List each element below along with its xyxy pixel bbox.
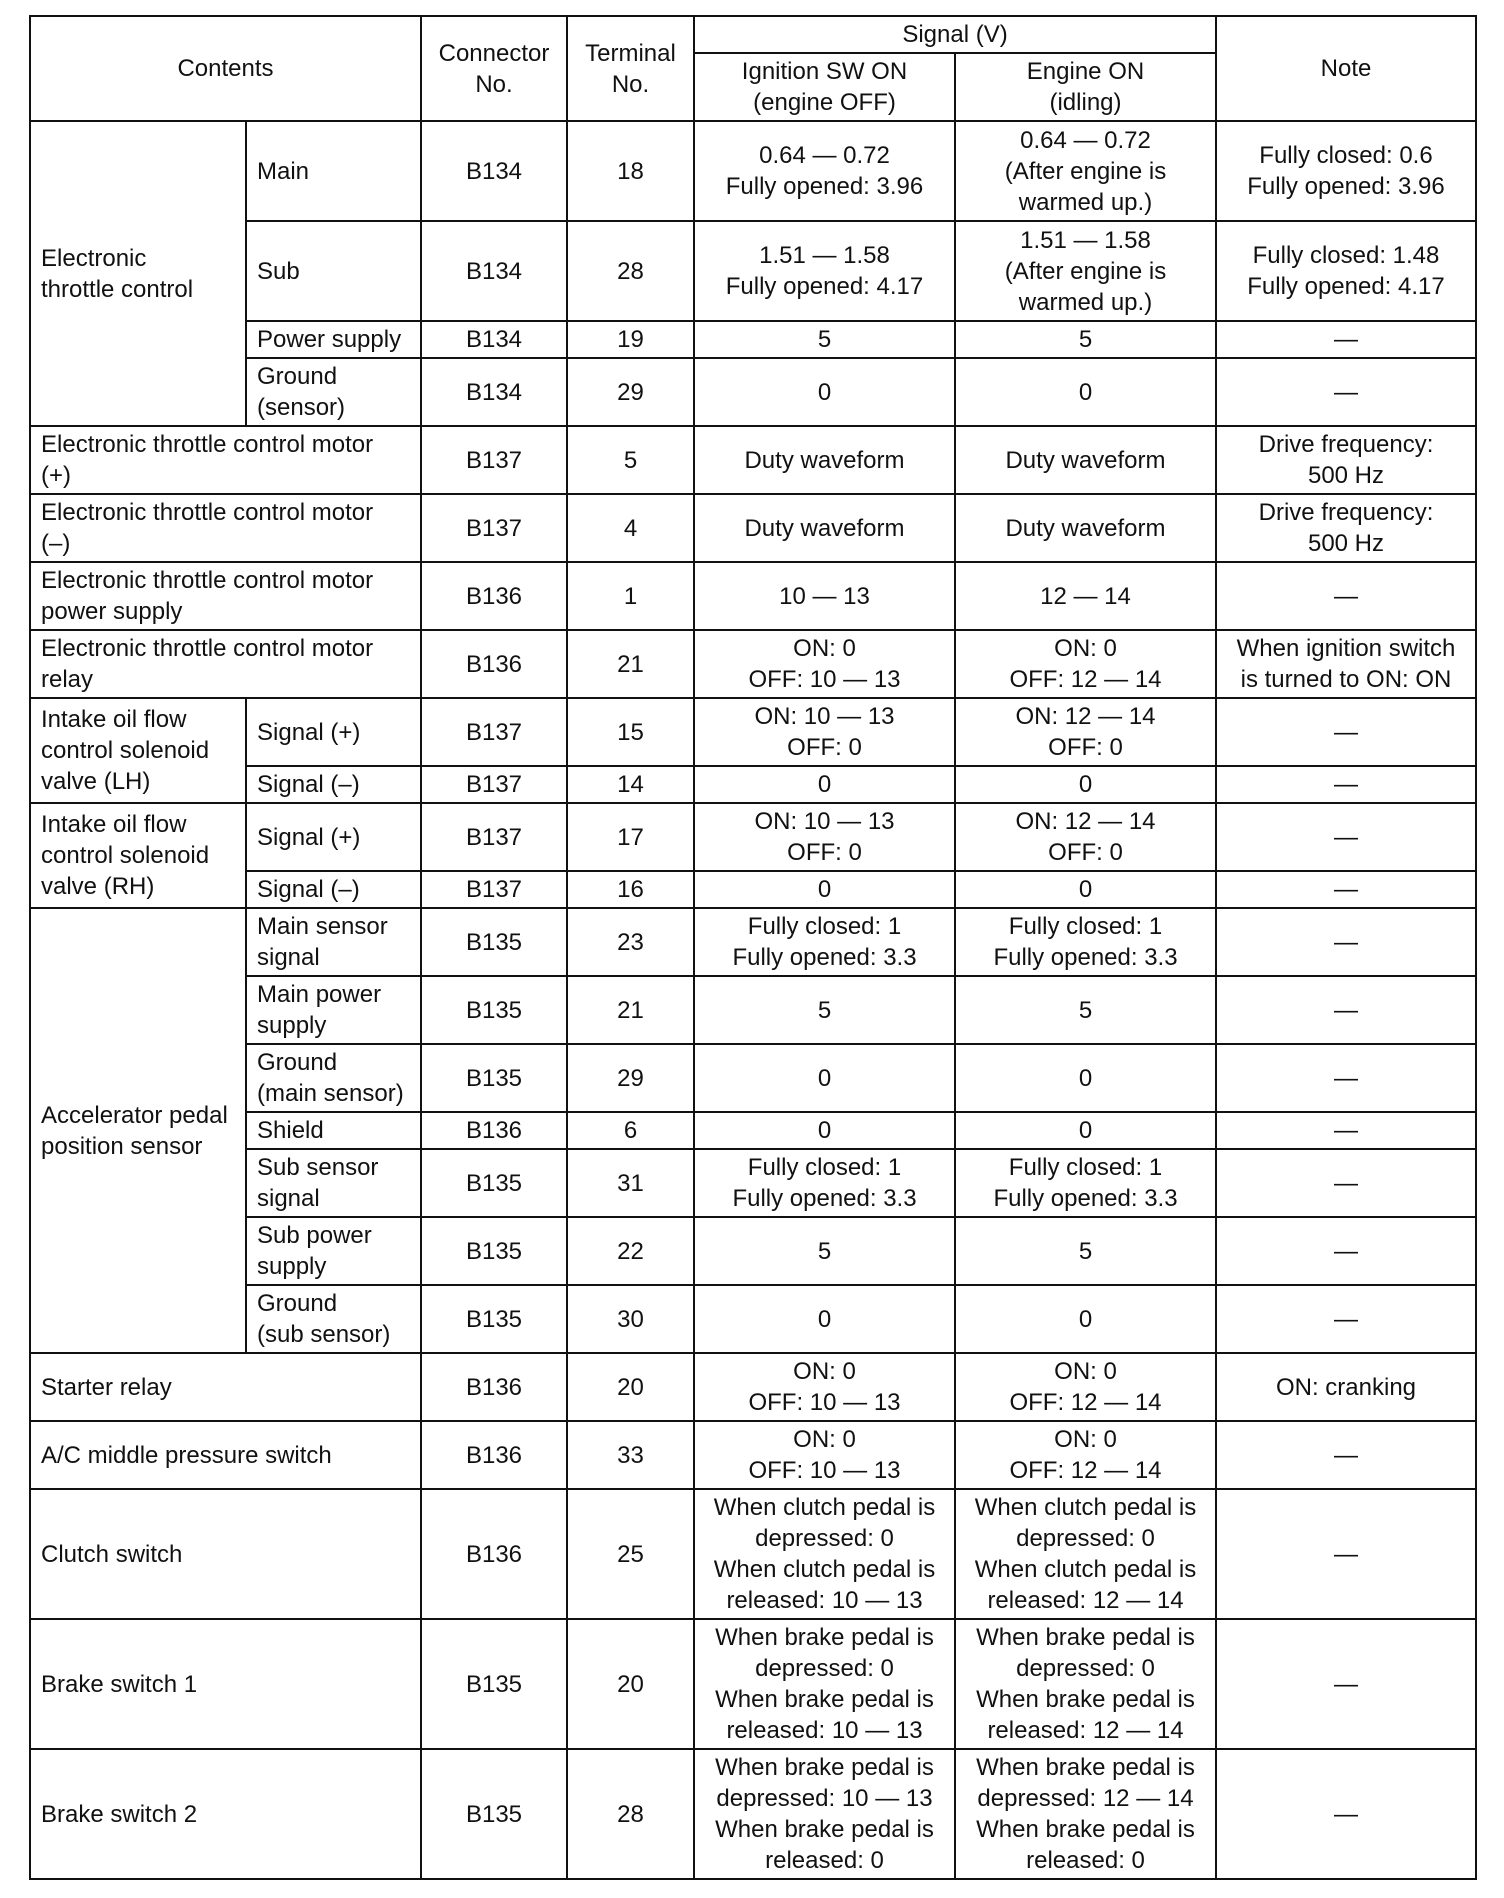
table-row: [30, 1217, 1476, 1285]
sub-item-cell: Shield: [246, 1112, 421, 1149]
header-ignition-on: Ignition SW ON (engine OFF): [694, 53, 955, 121]
note-cell: —: [1216, 1112, 1476, 1149]
ignition-on-value: 5: [694, 1217, 955, 1285]
note-cell: —: [1216, 1217, 1476, 1285]
sub-item-cell: Sub: [246, 221, 421, 321]
connector-cell: B134: [421, 321, 567, 358]
sub-item-cell: Sub power supply: [246, 1217, 421, 1285]
table-row: [30, 1353, 1476, 1421]
terminal-cell: 14: [567, 766, 694, 803]
engine-on-value: ON: 12 — 14 OFF: 0: [955, 698, 1216, 766]
sub-item-cell: Ground (sensor): [246, 358, 421, 426]
ignition-on-value: 0: [694, 871, 955, 908]
table-row: [30, 908, 1476, 976]
table-row: [30, 803, 1476, 871]
terminal-cell: 30: [567, 1285, 694, 1353]
connector-cell: B135: [421, 976, 567, 1044]
engine-on-value: 5: [955, 1217, 1216, 1285]
note-cell: —: [1216, 1489, 1476, 1619]
header-engine-on: Engine ON (idling): [955, 53, 1216, 121]
table-body: [30, 121, 1476, 1879]
engine-on-value: 0: [955, 358, 1216, 426]
connector-cell: B135: [421, 1217, 567, 1285]
connector-cell: B135: [421, 1285, 567, 1353]
table-row: [30, 121, 1476, 221]
note-cell: —: [1216, 976, 1476, 1044]
engine-on-value: 12 — 14: [955, 562, 1216, 630]
note-cell: —: [1216, 1619, 1476, 1749]
note-cell: —: [1216, 562, 1476, 630]
table-row: [30, 562, 1476, 630]
note-cell: —: [1216, 1044, 1476, 1112]
note-cell: —: [1216, 358, 1476, 426]
engine-on-value: 0: [955, 871, 1216, 908]
contents-cell: Electronic throttle control motor (+): [30, 426, 421, 494]
ignition-on-value: 5: [694, 321, 955, 358]
header-signal: Signal (V): [694, 16, 1216, 53]
engine-on-value: Fully closed: 1 Fully opened: 3.3: [955, 908, 1216, 976]
connector-cell: B137: [421, 426, 567, 494]
contents-cell: Accelerator pedal position sensor: [30, 908, 246, 1353]
connector-cell: B137: [421, 494, 567, 562]
ignition-on-value: Duty waveform: [694, 494, 955, 562]
table-row: [30, 1749, 1476, 1879]
sub-item-cell: Main: [246, 121, 421, 221]
note-cell: Drive frequency: 500 Hz: [1216, 426, 1476, 494]
engine-on-value: When brake pedal is depressed: 12 — 14 When brake pedal is released: 0: [955, 1749, 1216, 1879]
connector-cell: B137: [421, 698, 567, 766]
connector-cell: B134: [421, 121, 567, 221]
sub-item-cell: Signal (+): [246, 698, 421, 766]
note-cell: Drive frequency: 500 Hz: [1216, 494, 1476, 562]
terminal-cell: 33: [567, 1421, 694, 1489]
connector-cell: B137: [421, 871, 567, 908]
terminal-cell: 23: [567, 908, 694, 976]
note-cell: —: [1216, 803, 1476, 871]
note-cell: —: [1216, 871, 1476, 908]
table-row: [30, 1044, 1476, 1112]
note-cell: —: [1216, 1285, 1476, 1353]
terminal-cell: 22: [567, 1217, 694, 1285]
note-cell: When ignition switch is turned to ON: ON: [1216, 630, 1476, 698]
engine-on-value: When clutch pedal is depressed: 0 When clutch pedal is released: 12 — 14: [955, 1489, 1216, 1619]
table-header: [30, 16, 1476, 121]
ignition-on-value: When clutch pedal is depressed: 0 When clutch pedal is released: 10 — 13: [694, 1489, 955, 1619]
ignition-on-value: ON: 0 OFF: 10 — 13: [694, 630, 955, 698]
engine-on-value: 0: [955, 1112, 1216, 1149]
header-connector: Connector No.: [421, 16, 567, 121]
table-row: [30, 630, 1476, 698]
sub-item-cell: Signal (–): [246, 871, 421, 908]
engine-on-value: 0: [955, 1044, 1216, 1112]
connector-cell: B135: [421, 1044, 567, 1112]
connector-cell: B135: [421, 1749, 567, 1879]
terminal-cell: 17: [567, 803, 694, 871]
terminal-cell: 18: [567, 121, 694, 221]
ignition-on-value: 0: [694, 1044, 955, 1112]
ignition-on-value: Fully closed: 1 Fully opened: 3.3: [694, 1149, 955, 1217]
connector-cell: B136: [421, 1421, 567, 1489]
table-row: [30, 698, 1476, 766]
ignition-on-value: Fully closed: 1 Fully opened: 3.3: [694, 908, 955, 976]
connector-cell: B135: [421, 908, 567, 976]
engine-on-value: Fully closed: 1 Fully opened: 3.3: [955, 1149, 1216, 1217]
terminal-cell: 28: [567, 1749, 694, 1879]
table-row: [30, 426, 1476, 494]
sub-item-cell: Ground (main sensor): [246, 1044, 421, 1112]
connector-cell: B136: [421, 1353, 567, 1421]
terminal-cell: 15: [567, 698, 694, 766]
terminal-cell: 31: [567, 1149, 694, 1217]
engine-on-value: ON: 12 — 14 OFF: 0: [955, 803, 1216, 871]
signal-table: [29, 15, 1477, 1880]
terminal-cell: 4: [567, 494, 694, 562]
connector-cell: B134: [421, 358, 567, 426]
table-row: [30, 1421, 1476, 1489]
terminal-cell: 28: [567, 221, 694, 321]
engine-on-value: When brake pedal is depressed: 0 When brake pedal is released: 12 — 14: [955, 1619, 1216, 1749]
sub-item-cell: Ground (sub sensor): [246, 1285, 421, 1353]
engine-on-value: 0: [955, 766, 1216, 803]
sub-item-cell: Signal (+): [246, 803, 421, 871]
note-cell: —: [1216, 1149, 1476, 1217]
terminal-cell: 20: [567, 1353, 694, 1421]
table-row: [30, 976, 1476, 1044]
connector-cell: B135: [421, 1149, 567, 1217]
note-cell: —: [1216, 1749, 1476, 1879]
engine-on-value: 0.64 — 0.72 (After engine is warmed up.): [955, 121, 1216, 221]
contents-cell: Clutch switch: [30, 1489, 421, 1619]
terminal-cell: 21: [567, 630, 694, 698]
note-cell: —: [1216, 1421, 1476, 1489]
engine-on-value: 5: [955, 321, 1216, 358]
ignition-on-value: 10 — 13: [694, 562, 955, 630]
terminal-cell: 6: [567, 1112, 694, 1149]
engine-on-value: ON: 0 OFF: 12 — 14: [955, 630, 1216, 698]
contents-cell: Starter relay: [30, 1353, 421, 1421]
table-row: [30, 494, 1476, 562]
table-row: [30, 358, 1476, 426]
connector-cell: B135: [421, 1619, 567, 1749]
table-row: [30, 221, 1476, 321]
connector-cell: B136: [421, 1489, 567, 1619]
engine-on-value: 5: [955, 976, 1216, 1044]
engine-on-value: Duty waveform: [955, 494, 1216, 562]
table-row: [30, 321, 1476, 358]
ignition-on-value: ON: 10 — 13 OFF: 0: [694, 698, 955, 766]
contents-cell: Intake oil flow control solenoid valve (RH): [30, 803, 246, 908]
note-cell: Fully closed: 1.48 Fully opened: 4.17: [1216, 221, 1476, 321]
ignition-on-value: 1.51 — 1.58 Fully opened: 4.17: [694, 221, 955, 321]
ignition-on-value: 0: [694, 1112, 955, 1149]
terminal-cell: 16: [567, 871, 694, 908]
table-row: [30, 1285, 1476, 1353]
note-cell: —: [1216, 908, 1476, 976]
connector-cell: B134: [421, 221, 567, 321]
connector-cell: B136: [421, 562, 567, 630]
table-row: [30, 1619, 1476, 1749]
connector-cell: B136: [421, 1112, 567, 1149]
sub-item-cell: Sub sensor signal: [246, 1149, 421, 1217]
header-terminal: Terminal No.: [567, 16, 694, 121]
ignition-on-value: ON: 0 OFF: 10 — 13: [694, 1353, 955, 1421]
engine-on-value: ON: 0 OFF: 12 — 14: [955, 1421, 1216, 1489]
table-row: [30, 1489, 1476, 1619]
note-cell: —: [1216, 321, 1476, 358]
table-row: [30, 1149, 1476, 1217]
table-row: [30, 1112, 1476, 1149]
contents-cell: Electronic throttle control motor relay: [30, 630, 421, 698]
note-cell: ON: cranking: [1216, 1353, 1476, 1421]
contents-cell: Electronic throttle control motor (–): [30, 494, 421, 562]
header-contents: Contents: [30, 16, 421, 121]
ignition-on-value: ON: 10 — 13 OFF: 0: [694, 803, 955, 871]
ignition-on-value: When brake pedal is depressed: 0 When brake pedal is released: 10 — 13: [694, 1619, 955, 1749]
note-cell: —: [1216, 766, 1476, 803]
terminal-cell: 21: [567, 976, 694, 1044]
ignition-on-value: 5: [694, 976, 955, 1044]
ignition-on-value: Duty waveform: [694, 426, 955, 494]
contents-cell: Brake switch 1: [30, 1619, 421, 1749]
header-note: Note: [1216, 16, 1476, 121]
ignition-on-value: 0: [694, 358, 955, 426]
table-row: [30, 766, 1476, 803]
terminal-cell: 5: [567, 426, 694, 494]
sub-item-cell: Signal (–): [246, 766, 421, 803]
connector-cell: B137: [421, 766, 567, 803]
ignition-on-value: ON: 0 OFF: 10 — 13: [694, 1421, 955, 1489]
terminal-cell: 1: [567, 562, 694, 630]
ignition-on-value: When brake pedal is depressed: 10 — 13 When brake pedal is released: 0: [694, 1749, 955, 1879]
terminal-cell: 20: [567, 1619, 694, 1749]
terminal-cell: 25: [567, 1489, 694, 1619]
contents-cell: Brake switch 2: [30, 1749, 421, 1879]
engine-on-value: ON: 0 OFF: 12 — 14: [955, 1353, 1216, 1421]
note-cell: Fully closed: 0.6 Fully opened: 3.96: [1216, 121, 1476, 221]
contents-cell: Electronic throttle control: [30, 121, 246, 426]
terminal-cell: 29: [567, 358, 694, 426]
connector-cell: B136: [421, 630, 567, 698]
ignition-on-value: 0: [694, 1285, 955, 1353]
terminal-cell: 29: [567, 1044, 694, 1112]
sub-item-cell: Main power supply: [246, 976, 421, 1044]
sub-item-cell: Main sensor signal: [246, 908, 421, 976]
engine-on-value: 1.51 — 1.58 (After engine is warmed up.): [955, 221, 1216, 321]
contents-cell: Intake oil flow control solenoid valve (LH): [30, 698, 246, 803]
ignition-on-value: 0: [694, 766, 955, 803]
note-cell: —: [1216, 698, 1476, 766]
connector-cell: B137: [421, 803, 567, 871]
engine-on-value: 0: [955, 1285, 1216, 1353]
table-row: [30, 871, 1476, 908]
terminal-cell: 19: [567, 321, 694, 358]
contents-cell: A/C middle pressure switch: [30, 1421, 421, 1489]
contents-cell: Electronic throttle control motor power supply: [30, 562, 421, 630]
ignition-on-value: 0.64 — 0.72 Fully opened: 3.96: [694, 121, 955, 221]
engine-on-value: Duty waveform: [955, 426, 1216, 494]
sub-item-cell: Power supply: [246, 321, 421, 358]
